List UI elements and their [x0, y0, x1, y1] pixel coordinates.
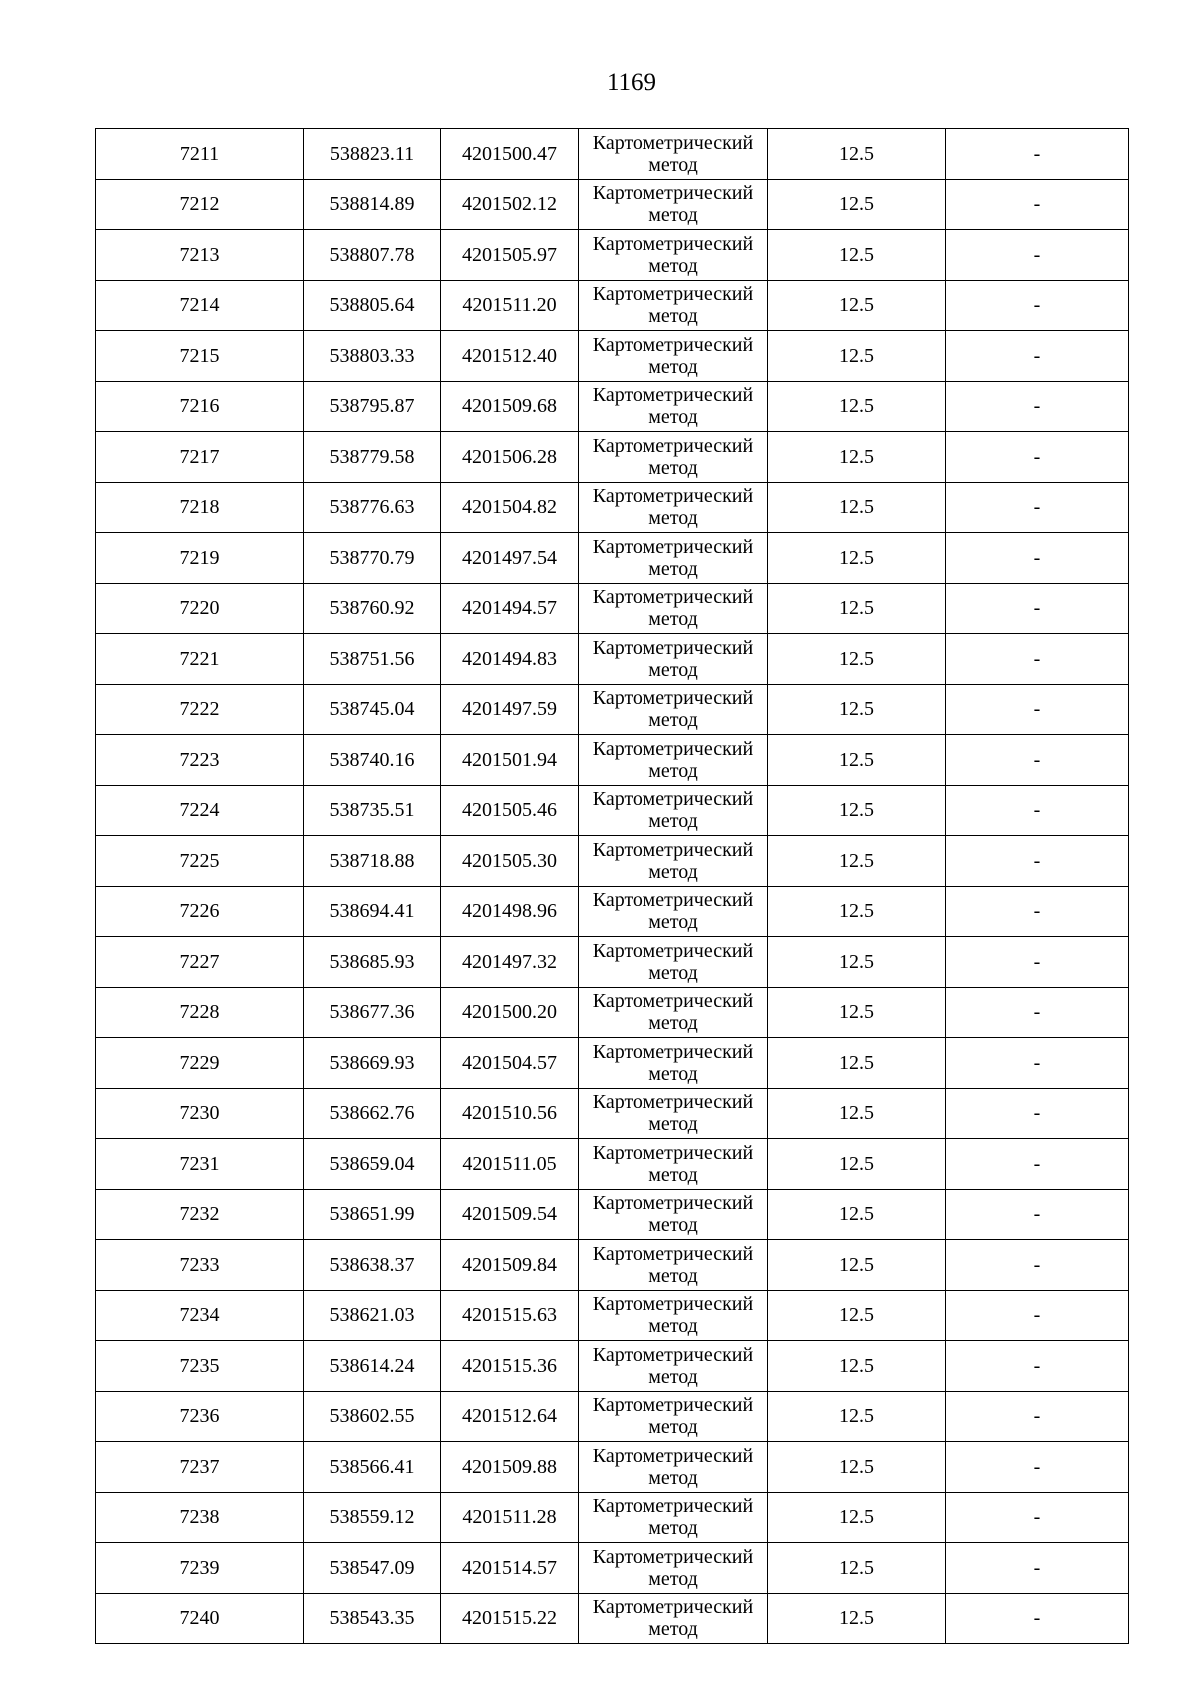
y-coordinate-cell: 4201501.94 [441, 735, 579, 786]
table-row [96, 634, 1129, 685]
method-cell [579, 634, 768, 685]
y-coordinate-cell: 4201500.20 [441, 987, 579, 1038]
table-row [96, 735, 1129, 786]
method-line-2: метод [648, 911, 698, 934]
method-cell [579, 1391, 768, 1442]
note-cell: - [946, 381, 1129, 432]
method-line-1: Картометрический [592, 535, 754, 558]
method-line-1: Картометрический [592, 333, 754, 356]
table-row [96, 1543, 1129, 1594]
x-coordinate-cell: 538718.88 [304, 836, 441, 887]
method-line-2: метод [648, 204, 698, 227]
method-line-2: метод [648, 1062, 698, 1085]
method-line-2: метод [648, 355, 698, 378]
method-line-2: метод [648, 961, 698, 984]
method-line-1: Картометрический [592, 434, 754, 457]
method-cell [579, 583, 768, 634]
note-cell: - [946, 1088, 1129, 1139]
table-row [96, 381, 1129, 432]
point-number-cell: 7211 [96, 129, 304, 180]
note-cell: - [946, 937, 1129, 988]
point-number-cell: 7218 [96, 482, 304, 533]
point-number-cell: 7215 [96, 331, 304, 382]
method-line-2: метод [648, 1416, 698, 1439]
note-cell: - [946, 583, 1129, 634]
y-coordinate-cell: 4201505.30 [441, 836, 579, 887]
y-coordinate-cell: 4201504.82 [441, 482, 579, 533]
table-row [96, 1088, 1129, 1139]
method-line-2: метод [648, 1315, 698, 1338]
method-cell [579, 1341, 768, 1392]
point-number-cell: 7229 [96, 1038, 304, 1089]
y-coordinate-cell: 4201504.57 [441, 1038, 579, 1089]
accuracy-cell: 12.5 [768, 1593, 946, 1644]
point-number-cell: 7217 [96, 432, 304, 483]
method-line-2: метод [648, 507, 698, 530]
method-cell [579, 1492, 768, 1543]
table-row [96, 331, 1129, 382]
note-cell: - [946, 1240, 1129, 1291]
point-number-cell: 7223 [96, 735, 304, 786]
accuracy-cell: 12.5 [768, 987, 946, 1038]
accuracy-cell: 12.5 [768, 280, 946, 331]
accuracy-cell: 12.5 [768, 735, 946, 786]
table-row [96, 1341, 1129, 1392]
method-line-2: метод [648, 860, 698, 883]
method-cell [579, 937, 768, 988]
note-cell: - [946, 1391, 1129, 1442]
table-row [96, 482, 1129, 533]
accuracy-cell: 12.5 [768, 1442, 946, 1493]
x-coordinate-cell: 538795.87 [304, 381, 441, 432]
method-line-2: метод [648, 1466, 698, 1489]
table-row [96, 1290, 1129, 1341]
method-line-2: метод [648, 557, 698, 580]
note-cell: - [946, 1543, 1129, 1594]
accuracy-cell: 12.5 [768, 230, 946, 281]
point-number-cell: 7216 [96, 381, 304, 432]
point-number-cell: 7237 [96, 1442, 304, 1493]
x-coordinate-cell: 538662.76 [304, 1088, 441, 1139]
method-line-1: Картометрический [592, 1596, 754, 1619]
y-coordinate-cell: 4201494.57 [441, 583, 579, 634]
x-coordinate-cell: 538621.03 [304, 1290, 441, 1341]
x-coordinate-cell: 538745.04 [304, 684, 441, 735]
table-row [96, 179, 1129, 230]
accuracy-cell: 12.5 [768, 1038, 946, 1089]
table-row [96, 886, 1129, 937]
method-line-1: Картометрический [592, 1545, 754, 1568]
accuracy-cell: 12.5 [768, 1492, 946, 1543]
method-cell [579, 1139, 768, 1190]
accuracy-cell: 12.5 [768, 583, 946, 634]
note-cell: - [946, 1341, 1129, 1392]
y-coordinate-cell: 4201497.59 [441, 684, 579, 735]
method-cell [579, 684, 768, 735]
method-line-2: метод [648, 658, 698, 681]
table-row [96, 583, 1129, 634]
y-coordinate-cell: 4201509.54 [441, 1189, 579, 1240]
method-line-2: метод [648, 1012, 698, 1035]
method-cell [579, 886, 768, 937]
x-coordinate-cell: 538543.35 [304, 1593, 441, 1644]
note-cell: - [946, 886, 1129, 937]
method-cell [579, 432, 768, 483]
method-line-2: метод [648, 608, 698, 631]
x-coordinate-cell: 538638.37 [304, 1240, 441, 1291]
y-coordinate-cell: 4201515.63 [441, 1290, 579, 1341]
point-number-cell: 7219 [96, 533, 304, 584]
table-row [96, 1189, 1129, 1240]
table-row [96, 533, 1129, 584]
note-cell: - [946, 1593, 1129, 1644]
method-line-1: Картометрический [592, 1242, 754, 1265]
y-coordinate-cell: 4201497.54 [441, 533, 579, 584]
method-line-2: метод [648, 709, 698, 732]
table-row [96, 836, 1129, 887]
coordinates-table-body [96, 129, 1129, 1644]
method-line-1: Картометрический [592, 788, 754, 811]
x-coordinate-cell: 538770.79 [304, 533, 441, 584]
x-coordinate-cell: 538760.92 [304, 583, 441, 634]
method-line-2: метод [648, 810, 698, 833]
point-number-cell: 7221 [96, 634, 304, 685]
method-line-1: Картометрический [592, 1293, 754, 1316]
method-cell [579, 1543, 768, 1594]
x-coordinate-cell: 538779.58 [304, 432, 441, 483]
note-cell: - [946, 1442, 1129, 1493]
note-cell: - [946, 1139, 1129, 1190]
x-coordinate-cell: 538740.16 [304, 735, 441, 786]
x-coordinate-cell: 538685.93 [304, 937, 441, 988]
y-coordinate-cell: 4201511.28 [441, 1492, 579, 1543]
note-cell: - [946, 836, 1129, 887]
y-coordinate-cell: 4201494.83 [441, 634, 579, 685]
note-cell: - [946, 432, 1129, 483]
method-line-2: метод [648, 1618, 698, 1641]
accuracy-cell: 12.5 [768, 381, 946, 432]
note-cell: - [946, 230, 1129, 281]
table-row [96, 230, 1129, 281]
table-row [96, 1593, 1129, 1644]
note-cell: - [946, 1189, 1129, 1240]
note-cell: - [946, 987, 1129, 1038]
note-cell: - [946, 129, 1129, 180]
method-line-1: Картометрический [592, 687, 754, 710]
method-cell [579, 1593, 768, 1644]
table-row [96, 1038, 1129, 1089]
accuracy-cell: 12.5 [768, 1139, 946, 1190]
accuracy-cell: 12.5 [768, 179, 946, 230]
accuracy-cell: 12.5 [768, 684, 946, 735]
accuracy-cell: 12.5 [768, 886, 946, 937]
note-cell: - [946, 1290, 1129, 1341]
note-cell: - [946, 533, 1129, 584]
method-cell [579, 785, 768, 836]
accuracy-cell: 12.5 [768, 1341, 946, 1392]
table-row [96, 129, 1129, 180]
table-row [96, 987, 1129, 1038]
table-row [96, 684, 1129, 735]
y-coordinate-cell: 4201511.20 [441, 280, 579, 331]
point-number-cell: 7235 [96, 1341, 304, 1392]
x-coordinate-cell: 538547.09 [304, 1543, 441, 1594]
point-number-cell: 7236 [96, 1391, 304, 1442]
method-line-1: Картометрический [592, 1444, 754, 1467]
x-coordinate-cell: 538735.51 [304, 785, 441, 836]
method-cell [579, 381, 768, 432]
method-cell [579, 1442, 768, 1493]
coordinates-table [95, 128, 1129, 1644]
method-line-1: Картометрический [592, 889, 754, 912]
method-line-1: Картометрический [592, 485, 754, 508]
note-cell: - [946, 1492, 1129, 1543]
method-line-2: метод [648, 406, 698, 429]
method-line-1: Картометрический [592, 1091, 754, 1114]
point-number-cell: 7224 [96, 785, 304, 836]
method-line-1: Картометрический [592, 990, 754, 1013]
note-cell: - [946, 482, 1129, 533]
method-line-2: метод [648, 1365, 698, 1388]
y-coordinate-cell: 4201505.46 [441, 785, 579, 836]
method-line-2: метод [648, 1214, 698, 1237]
method-line-2: метод [648, 1163, 698, 1186]
accuracy-cell: 12.5 [768, 785, 946, 836]
x-coordinate-cell: 538566.41 [304, 1442, 441, 1493]
y-coordinate-cell: 4201511.05 [441, 1139, 579, 1190]
note-cell: - [946, 684, 1129, 735]
point-number-cell: 7226 [96, 886, 304, 937]
x-coordinate-cell: 538805.64 [304, 280, 441, 331]
table-row [96, 1139, 1129, 1190]
method-line-2: метод [648, 1113, 698, 1136]
table-row [96, 1442, 1129, 1493]
page-number: 1169 [606, 69, 657, 96]
method-cell [579, 987, 768, 1038]
x-coordinate-cell: 538659.04 [304, 1139, 441, 1190]
y-coordinate-cell: 4201509.68 [441, 381, 579, 432]
x-coordinate-cell: 538559.12 [304, 1492, 441, 1543]
y-coordinate-cell: 4201515.22 [441, 1593, 579, 1644]
accuracy-cell: 12.5 [768, 331, 946, 382]
x-coordinate-cell: 538669.93 [304, 1038, 441, 1089]
method-cell [579, 836, 768, 887]
note-cell: - [946, 785, 1129, 836]
method-cell [579, 1038, 768, 1089]
method-cell [579, 1290, 768, 1341]
point-number-cell: 7230 [96, 1088, 304, 1139]
point-number-cell: 7234 [96, 1290, 304, 1341]
point-number-cell: 7232 [96, 1189, 304, 1240]
method-cell [579, 1088, 768, 1139]
x-coordinate-cell: 538614.24 [304, 1341, 441, 1392]
accuracy-cell: 12.5 [768, 432, 946, 483]
y-coordinate-cell: 4201515.36 [441, 1341, 579, 1392]
y-coordinate-cell: 4201509.84 [441, 1240, 579, 1291]
method-cell [579, 129, 768, 180]
x-coordinate-cell: 538814.89 [304, 179, 441, 230]
method-cell [579, 735, 768, 786]
method-line-1: Картометрический [592, 1192, 754, 1215]
method-line-1: Картометрический [592, 1040, 754, 1063]
point-number-cell: 7214 [96, 280, 304, 331]
accuracy-cell: 12.5 [768, 1240, 946, 1291]
method-line-1: Картометрический [592, 1141, 754, 1164]
note-cell: - [946, 331, 1129, 382]
x-coordinate-cell: 538807.78 [304, 230, 441, 281]
method-line-2: метод [648, 1264, 698, 1287]
x-coordinate-cell: 538677.36 [304, 987, 441, 1038]
table-row [96, 937, 1129, 988]
y-coordinate-cell: 4201512.64 [441, 1391, 579, 1442]
method-line-2: метод [648, 759, 698, 782]
accuracy-cell: 12.5 [768, 1290, 946, 1341]
accuracy-cell: 12.5 [768, 1189, 946, 1240]
method-line-1: Картометрический [592, 182, 754, 205]
note-cell: - [946, 179, 1129, 230]
y-coordinate-cell: 4201506.28 [441, 432, 579, 483]
method-line-2: метод [648, 1517, 698, 1540]
method-line-1: Картометрический [592, 1394, 754, 1417]
method-line-1: Картометрический [592, 586, 754, 609]
table-row [96, 785, 1129, 836]
method-cell [579, 179, 768, 230]
method-line-2: метод [648, 153, 698, 176]
y-coordinate-cell: 4201498.96 [441, 886, 579, 937]
method-line-1: Картометрический [592, 939, 754, 962]
table-row [96, 432, 1129, 483]
accuracy-cell: 12.5 [768, 482, 946, 533]
point-number-cell: 7233 [96, 1240, 304, 1291]
method-line-1: Картометрический [592, 838, 754, 861]
method-line-2: метод [648, 305, 698, 328]
method-line-2: метод [648, 1567, 698, 1590]
y-coordinate-cell: 4201500.47 [441, 129, 579, 180]
note-cell: - [946, 1038, 1129, 1089]
method-line-1: Картометрический [592, 1495, 754, 1518]
accuracy-cell: 12.5 [768, 937, 946, 988]
method-cell [579, 1189, 768, 1240]
method-line-1: Картометрический [592, 131, 754, 154]
y-coordinate-cell: 4201502.12 [441, 179, 579, 230]
x-coordinate-cell: 538651.99 [304, 1189, 441, 1240]
y-coordinate-cell: 4201510.56 [441, 1088, 579, 1139]
x-coordinate-cell: 538694.41 [304, 886, 441, 937]
y-coordinate-cell: 4201512.40 [441, 331, 579, 382]
table-row [96, 280, 1129, 331]
method-line-1: Картометрический [592, 283, 754, 306]
point-number-cell: 7238 [96, 1492, 304, 1543]
method-cell [579, 331, 768, 382]
y-coordinate-cell: 4201497.32 [441, 937, 579, 988]
method-cell [579, 482, 768, 533]
method-line-1: Картометрический [592, 737, 754, 760]
point-number-cell: 7220 [96, 583, 304, 634]
table-row [96, 1492, 1129, 1543]
accuracy-cell: 12.5 [768, 634, 946, 685]
x-coordinate-cell: 538602.55 [304, 1391, 441, 1442]
method-cell [579, 533, 768, 584]
x-coordinate-cell: 538751.56 [304, 634, 441, 685]
method-line-1: Картометрический [592, 384, 754, 407]
x-coordinate-cell: 538776.63 [304, 482, 441, 533]
y-coordinate-cell: 4201514.57 [441, 1543, 579, 1594]
method-cell [579, 1240, 768, 1291]
note-cell: - [946, 280, 1129, 331]
point-number-cell: 7231 [96, 1139, 304, 1190]
method-cell [579, 230, 768, 281]
method-line-1: Картометрический [592, 636, 754, 659]
method-line-2: метод [648, 254, 698, 277]
point-number-cell: 7213 [96, 230, 304, 281]
method-line-1: Картометрический [592, 1343, 754, 1366]
point-number-cell: 7222 [96, 684, 304, 735]
accuracy-cell: 12.5 [768, 129, 946, 180]
table-row [96, 1240, 1129, 1291]
accuracy-cell: 12.5 [768, 533, 946, 584]
method-line-2: метод [648, 456, 698, 479]
point-number-cell: 7212 [96, 179, 304, 230]
note-cell: - [946, 634, 1129, 685]
method-line-1: Картометрический [592, 232, 754, 255]
y-coordinate-cell: 4201505.97 [441, 230, 579, 281]
x-coordinate-cell: 538803.33 [304, 331, 441, 382]
accuracy-cell: 12.5 [768, 836, 946, 887]
accuracy-cell: 12.5 [768, 1088, 946, 1139]
note-cell: - [946, 735, 1129, 786]
method-cell [579, 280, 768, 331]
accuracy-cell: 12.5 [768, 1391, 946, 1442]
y-coordinate-cell: 4201509.88 [441, 1442, 579, 1493]
point-number-cell: 7228 [96, 987, 304, 1038]
point-number-cell: 7239 [96, 1543, 304, 1594]
x-coordinate-cell: 538823.11 [304, 129, 441, 180]
table-row [96, 1391, 1129, 1442]
point-number-cell: 7225 [96, 836, 304, 887]
point-number-cell: 7240 [96, 1593, 304, 1644]
point-number-cell: 7227 [96, 937, 304, 988]
accuracy-cell: 12.5 [768, 1543, 946, 1594]
